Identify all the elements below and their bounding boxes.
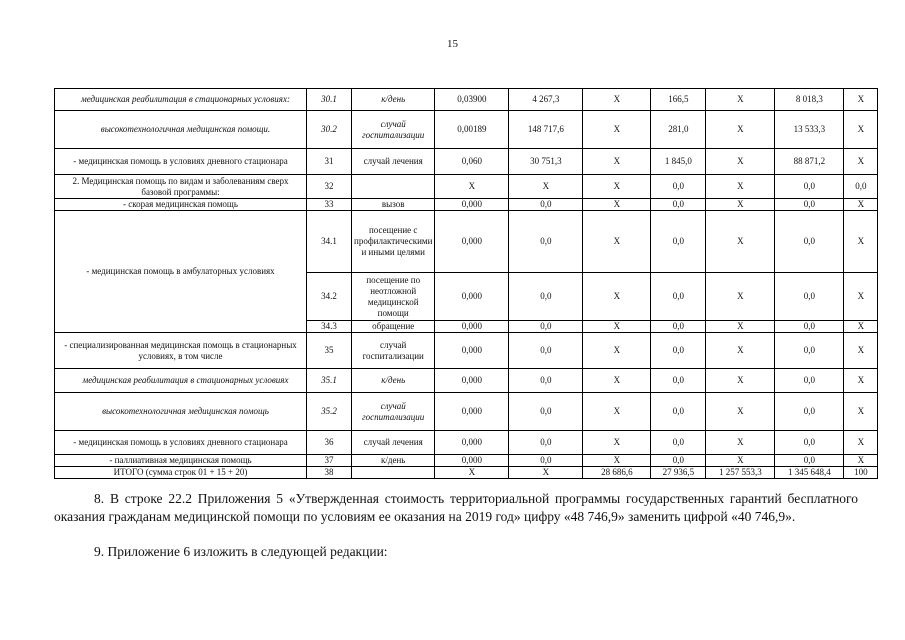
cell: 0,060 xyxy=(435,149,509,175)
row-name: - медицинская помощь в условиях дневного стационара xyxy=(55,149,307,175)
cell: X xyxy=(844,321,878,333)
cell: 0,0 xyxy=(775,175,844,199)
row-unit: случай лечения xyxy=(352,431,435,455)
table-row xyxy=(55,199,878,211)
cell: 1 257 553,3 xyxy=(706,467,775,479)
cell: 0,0 xyxy=(651,431,706,455)
cell: 0,0 xyxy=(509,431,583,455)
cell: X xyxy=(706,149,775,175)
cell: 0,0 xyxy=(775,321,844,333)
row-code: 35 xyxy=(307,333,352,369)
cell: 0,0 xyxy=(844,175,878,199)
cell: 0,0 xyxy=(651,393,706,431)
cell: X xyxy=(706,369,775,393)
cell: 0,0 xyxy=(775,431,844,455)
cell: 0,0 xyxy=(509,211,583,273)
table-row xyxy=(55,175,878,199)
cell: 0,0 xyxy=(651,333,706,369)
cost-table xyxy=(54,88,878,479)
row-name: - специализированная медицинская помощь в стационарных условиях, в том числе xyxy=(55,333,307,369)
row-name: 2. Медицинская помощь по видам и заболеваниям сверх базовой программы: xyxy=(55,175,307,199)
cell: 0,000 xyxy=(435,431,509,455)
cell: X xyxy=(583,333,651,369)
cell: X xyxy=(706,199,775,211)
page-number: 15 xyxy=(447,38,458,50)
cell: 1 845,0 xyxy=(651,149,706,175)
row-code: 36 xyxy=(307,431,352,455)
table-row xyxy=(55,89,878,111)
cell: 166,5 xyxy=(651,89,706,111)
cell: 0,00189 xyxy=(435,111,509,149)
row-code: 32 xyxy=(307,175,352,199)
row-code: 34.2 xyxy=(307,273,352,321)
row-unit: случай лечения xyxy=(352,149,435,175)
table-row xyxy=(55,393,878,431)
row-unit: к/день xyxy=(352,369,435,393)
cell: X xyxy=(844,89,878,111)
table-row xyxy=(55,149,878,175)
row-code: 31 xyxy=(307,149,352,175)
cell: 30 751,3 xyxy=(509,149,583,175)
row-unit: посещение по неотложной медицинской помощи xyxy=(352,273,435,321)
row-code: 30.1 xyxy=(307,89,352,111)
cell: 0,0 xyxy=(651,321,706,333)
cell: 13 533,3 xyxy=(775,111,844,149)
cell: 0,000 xyxy=(435,333,509,369)
row-name: высокотехнологичная медицинская помощь xyxy=(55,393,307,431)
table-row xyxy=(55,333,878,369)
row-unit xyxy=(352,467,435,479)
cell: 0,0 xyxy=(509,273,583,321)
cell: 0,0 xyxy=(509,455,583,467)
cell: 0,0 xyxy=(651,199,706,211)
cell: 0,03900 xyxy=(435,89,509,111)
cell: X xyxy=(844,455,878,467)
row-name: - медицинская помощь в условиях дневного стационара xyxy=(55,431,307,455)
cell: 0,0 xyxy=(775,393,844,431)
cell: X xyxy=(844,369,878,393)
cell: 0,0 xyxy=(775,455,844,467)
cell: 0,0 xyxy=(509,199,583,211)
row-name: - скорая медицинская помощь xyxy=(55,199,307,211)
cell: 0,0 xyxy=(651,369,706,393)
cell: X xyxy=(583,111,651,149)
table-row xyxy=(55,369,878,393)
cell: 0,0 xyxy=(509,369,583,393)
cell: X xyxy=(435,467,509,479)
row-name: ИТОГО (сумма строк 01 + 15 + 20) xyxy=(55,467,307,479)
row-code: 38 xyxy=(307,467,352,479)
cell: X xyxy=(706,393,775,431)
cell: X xyxy=(844,199,878,211)
cell: 0,000 xyxy=(435,321,509,333)
cell: 0,000 xyxy=(435,393,509,431)
cell: 28 686,6 xyxy=(583,467,651,479)
row-code: 33 xyxy=(307,199,352,211)
cell: X xyxy=(706,431,775,455)
cell: 0,0 xyxy=(651,211,706,273)
cell: 0,0 xyxy=(775,369,844,393)
cell: X xyxy=(706,211,775,273)
row-unit xyxy=(352,175,435,199)
row-unit: случай госпитализации xyxy=(352,111,435,149)
row-code: 35.2 xyxy=(307,393,352,431)
row-code: 35.1 xyxy=(307,369,352,393)
row-unit: обращение xyxy=(352,321,435,333)
cell: 0,0 xyxy=(509,393,583,431)
cell: X xyxy=(706,333,775,369)
cell: 0,0 xyxy=(509,321,583,333)
cell: 0,0 xyxy=(775,199,844,211)
cell: X xyxy=(844,333,878,369)
cell: 88 871,2 xyxy=(775,149,844,175)
cell: X xyxy=(706,175,775,199)
row-name: медицинская реабилитация в стационарных условиях xyxy=(55,369,307,393)
table-row xyxy=(55,211,878,273)
cell: X xyxy=(583,393,651,431)
cell: 0,0 xyxy=(775,211,844,273)
cell: X xyxy=(509,175,583,199)
cell: X xyxy=(583,149,651,175)
table-row xyxy=(55,467,878,479)
row-code: 30.2 xyxy=(307,111,352,149)
cell: X xyxy=(583,431,651,455)
cell: X xyxy=(844,211,878,273)
cell: X xyxy=(583,321,651,333)
row-name: высокотехнологичная медицинская помощи. xyxy=(55,111,307,149)
cell: 0,0 xyxy=(509,333,583,369)
cell: X xyxy=(706,111,775,149)
cell: X xyxy=(844,273,878,321)
row-unit: к/день xyxy=(352,89,435,111)
cell: 1 345 648,4 xyxy=(775,467,844,479)
cell: X xyxy=(583,89,651,111)
cell: X xyxy=(583,455,651,467)
cell: X xyxy=(583,175,651,199)
cell: X xyxy=(844,111,878,149)
cell: X xyxy=(583,273,651,321)
row-code: 34.3 xyxy=(307,321,352,333)
row-name: - паллиативная медицинская помощь xyxy=(55,455,307,467)
cell: 27 936,5 xyxy=(651,467,706,479)
cell: 0,0 xyxy=(651,455,706,467)
cell: X xyxy=(583,211,651,273)
cell: X xyxy=(583,369,651,393)
row-code: 34.1 xyxy=(307,211,352,273)
row-code: 37 xyxy=(307,455,352,467)
cell: X xyxy=(844,149,878,175)
cell: X xyxy=(706,89,775,111)
cell: 0,0 xyxy=(775,333,844,369)
cell: 4 267,3 xyxy=(509,89,583,111)
cell: X xyxy=(509,467,583,479)
cell: 8 018,3 xyxy=(775,89,844,111)
cell: 0,0 xyxy=(651,175,706,199)
cell: 0,000 xyxy=(435,199,509,211)
cell: X xyxy=(706,455,775,467)
cell: X xyxy=(706,321,775,333)
cell: 0,000 xyxy=(435,273,509,321)
row-unit: к/день xyxy=(352,455,435,467)
row-unit: вызов xyxy=(352,199,435,211)
cell: 281,0 xyxy=(651,111,706,149)
cell: 0,0 xyxy=(775,273,844,321)
cell: X xyxy=(435,175,509,199)
row-unit: случай госпитализации xyxy=(352,393,435,431)
cell: X xyxy=(844,393,878,431)
paragraph-9: 9. Приложение 6 изложить в следующей редакции: xyxy=(94,544,388,559)
table-row xyxy=(55,431,878,455)
cell: 148 717,6 xyxy=(509,111,583,149)
cell: 0,000 xyxy=(435,211,509,273)
cell: X xyxy=(706,273,775,321)
table-row xyxy=(55,111,878,149)
cell: 100 xyxy=(844,467,878,479)
cell: X xyxy=(583,199,651,211)
cell: X xyxy=(844,431,878,455)
row-unit: посещение с профилактическими и иными целями xyxy=(352,211,435,273)
row-unit: случай госпитализации xyxy=(352,333,435,369)
row-name: медицинская реабилитация в стационарных условиях: xyxy=(55,89,307,111)
cell: 0,0 xyxy=(651,273,706,321)
table-row xyxy=(55,455,878,467)
cell: 0,000 xyxy=(435,369,509,393)
cell: 0,000 xyxy=(435,455,509,467)
row-name: - медицинская помощь в амбулаторных условиях xyxy=(55,211,307,333)
paragraph-8: 8. В строке 22.2 Приложения 5 «Утвержденная стоимость территориальной программы государственных гарантий бесплатного оказания гражданам медицинской помощи по условиям ее оказания на 2019 год» цифру «48 746,9» заменить цифрой «40 746,9». xyxy=(54,491,858,524)
